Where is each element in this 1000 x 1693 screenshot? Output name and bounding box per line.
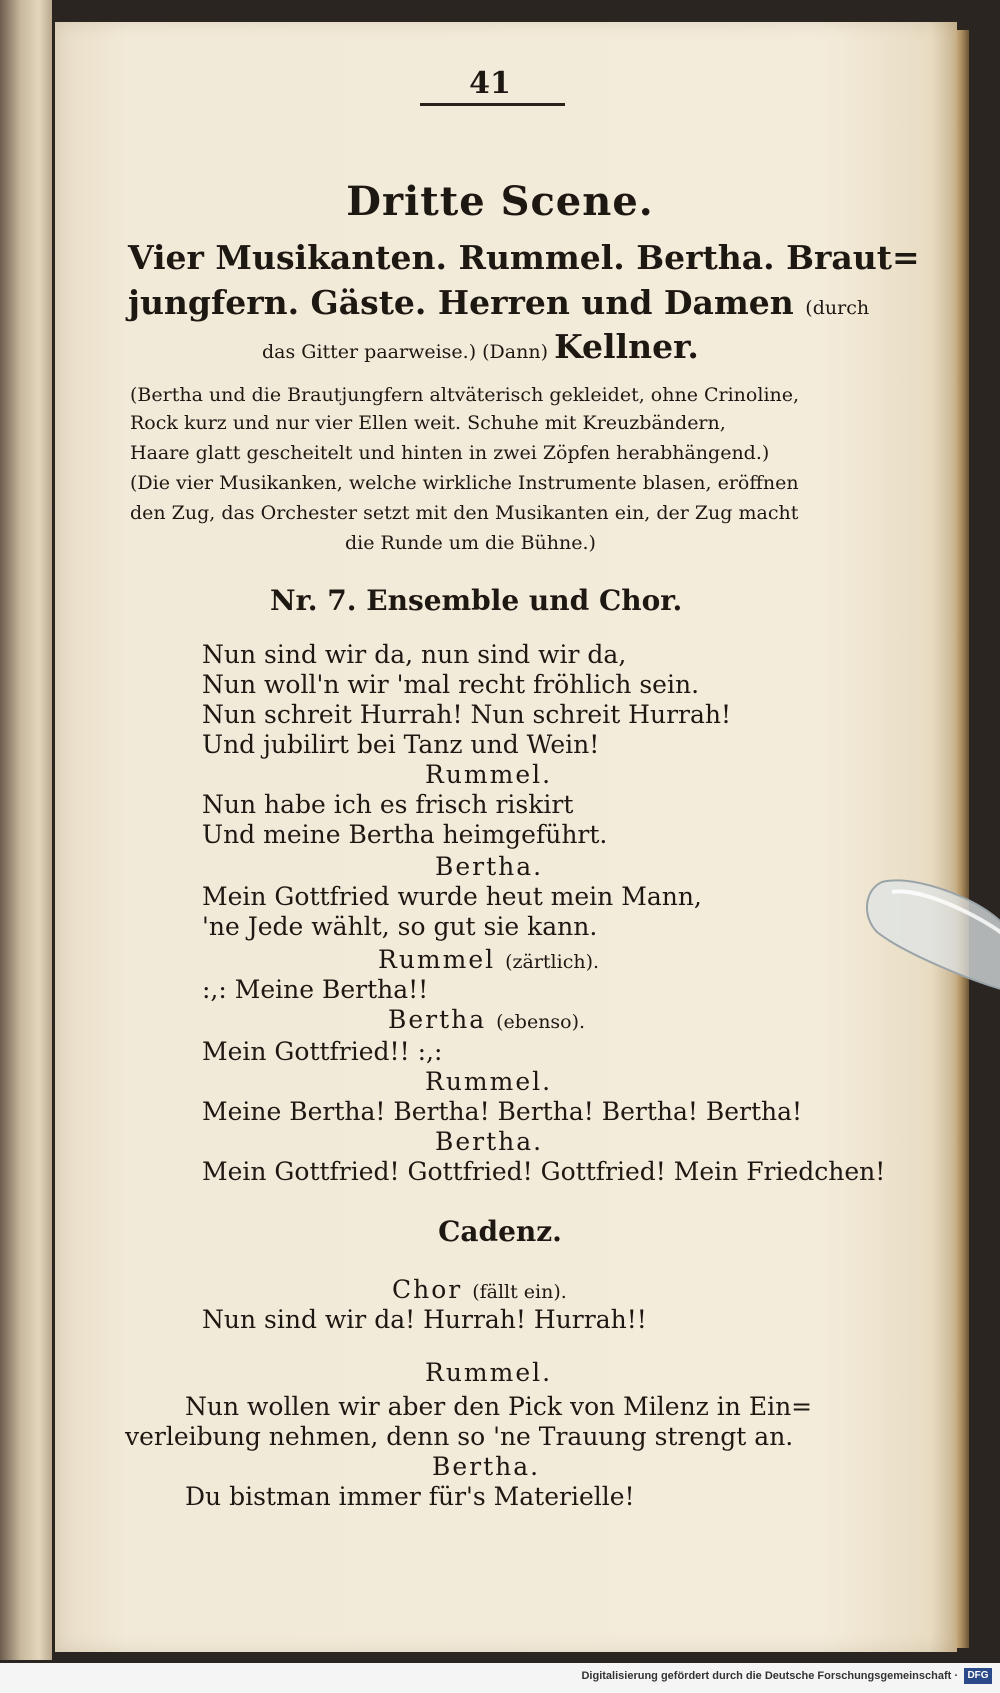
cast-line-3 <box>262 327 699 366</box>
verse-line: Nun schreit Hurrah! Nun schreit Hurrah! <box>202 700 732 729</box>
verse-line: Und meine Bertha heimgeführt. <box>202 820 608 849</box>
funding-credit: Digitalisierung gefördert durch die Deutsche Forschungsgemeinschaft · <box>581 1670 958 1682</box>
speaker-rummel: Rummel. <box>425 760 553 789</box>
cast-line-1: Vier Musikanten. Rummel. Bertha. Braut= <box>128 238 920 277</box>
verse-line: 'ne Jede wählt, so gut sie kann. <box>202 912 598 941</box>
speaker-rummel: Rummel. <box>425 1067 553 1096</box>
stage-direction-3: Haare glatt gescheitelt und hinten in zwei Zöpfen herabhängend.) <box>130 442 770 464</box>
page-number-rule <box>420 103 565 106</box>
speaker-name: Bertha <box>388 1005 487 1034</box>
verse-line: Nun sind wir da! Hurrah! Hurrah!! <box>202 1305 647 1334</box>
scene-title: Dritte Scene. <box>346 178 654 225</box>
page-number: 41 <box>469 66 511 101</box>
speaker-rummel: Rummel. <box>425 1358 553 1387</box>
speaker-direction: (zärtlich). <box>505 951 600 973</box>
cadenz-heading: Cadenz. <box>438 1215 562 1248</box>
verse-line: Mein Gottfried! Gottfried! Gottfried! Mein Friedchen! <box>202 1157 886 1186</box>
speaker-direction: (fällt ein). <box>472 1281 567 1303</box>
speaker-rummel-tender <box>378 945 599 974</box>
verse-line: Mein Gottfried wurde heut mein Mann, <box>202 882 702 911</box>
verse-line: Nun woll'n wir 'mal recht fröhlich sein. <box>202 670 700 699</box>
stage-direction-6: die Runde um die Bühne.) <box>345 532 596 554</box>
speaker-direction: (ebenso). <box>496 1011 586 1033</box>
verse-line: Nun habe ich es frisch riskirt <box>202 790 574 819</box>
speaker-bertha: Bertha. <box>435 1127 544 1156</box>
cast-line-2-main: jungfern. Gäste. Herren und Damen <box>128 283 794 322</box>
verse-line: Meine Bertha! Bertha! Bertha! Bertha! Bertha! <box>202 1097 803 1126</box>
cast-line-2-small: (durch <box>805 297 870 319</box>
number-heading: Nr. 7. Ensemble und Chor. <box>270 584 683 617</box>
stage-direction-2: Rock kurz und nur vier Ellen weit. Schuhe mit Kreuzbändern, <box>130 412 726 434</box>
verse-line: :,: Meine Bertha!! <box>202 975 429 1004</box>
speaker-name: Rummel <box>378 945 496 974</box>
stage-direction-1: (Bertha und die Brautjungfern altväterisch gekleidet, ohne Crinoline, <box>130 384 800 406</box>
prose-line: Du bistman immer für's Materielle! <box>185 1482 635 1511</box>
prose-line: verleibung nehmen, denn so 'ne Trauung strengt an. <box>125 1422 794 1451</box>
speaker-name: Chor <box>392 1275 463 1304</box>
previous-page-edge <box>0 0 52 1660</box>
stage-direction-4: (Die vier Musikanken, welche wirkliche Instrumente blasen, eröffnen <box>130 472 799 494</box>
plastic-page-clip <box>862 872 1000 992</box>
prose-line: Nun wollen wir aber den Pick von Milenz in Ein= <box>185 1392 813 1421</box>
speaker-bertha: Bertha. <box>435 852 544 881</box>
speaker-bertha: Bertha. <box>432 1452 541 1481</box>
speaker-chor <box>392 1275 567 1304</box>
stage-direction-5: den Zug, das Orchester setzt mit den Musikanten ein, der Zug macht <box>130 502 799 524</box>
dfg-logo: DFG <box>964 1668 992 1684</box>
speaker-bertha-likewise <box>388 1005 585 1034</box>
verse-line: Mein Gottfried!! :,: <box>202 1037 443 1066</box>
verse-line: Und jubilirt bei Tanz und Wein! <box>202 730 600 759</box>
cast-line-2 <box>128 283 869 322</box>
verse-line: Nun sind wir da, nun sind wir da, <box>202 640 627 669</box>
cast-line-3-main: Kellner. <box>554 327 699 366</box>
cast-line-3-small: das Gitter paarweise.) (Dann) <box>262 341 549 363</box>
page-stack-edge <box>955 30 969 1648</box>
